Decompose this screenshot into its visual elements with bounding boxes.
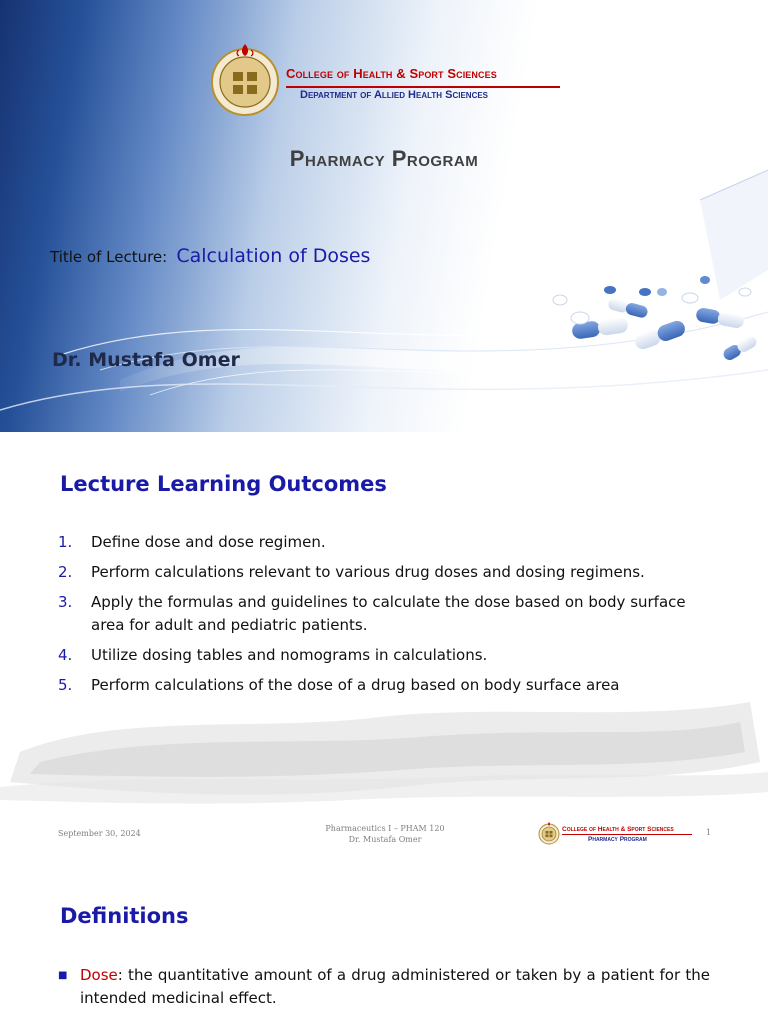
department-name: Department of Allied Health Sciences: [300, 89, 489, 101]
definitions-heading: Definitions: [60, 904, 189, 928]
lecture-title-label: Title of Lecture:: [50, 248, 168, 266]
list-item: [58, 964, 710, 1010]
list-item: [58, 591, 718, 637]
footer-date: September 30, 2024: [58, 829, 141, 838]
definition-body: : the quantitative amount of a drug administered or taken by a patient for the intended medicinal effect.: [80, 966, 710, 1007]
list-item: [58, 561, 718, 584]
definitions-slide: [0, 864, 768, 1024]
definition-text: [80, 964, 710, 1010]
footer-college-name: College of Health & Sport Sciences: [562, 826, 674, 833]
program-title: Pharmacy Program: [289, 146, 479, 171]
brush-stroke-background: [0, 692, 768, 812]
definition-term: Dose: [80, 966, 118, 984]
list-item-number: 4.: [58, 646, 73, 664]
title-slide: [0, 0, 768, 432]
list-item-number: 1.: [58, 533, 73, 551]
university-seal-icon: [537, 821, 561, 845]
list-item-number: 3.: [58, 593, 73, 611]
list-item-number: 5.: [58, 676, 73, 694]
university-seal-icon: [206, 40, 284, 118]
outcomes-heading: Lecture Learning Outcomes: [60, 472, 387, 496]
footer-author: Dr. Mustafa Omer: [348, 835, 422, 844]
outcomes-list: [58, 531, 718, 704]
list-item-text: Apply the formulas and guidelines to calculate the dose based on body surface area for adult and pediatric patients.: [91, 593, 686, 634]
learning-outcomes-slide: [0, 432, 768, 864]
list-item-text: Perform calculations of the dose of a drug based on body surface area: [91, 676, 620, 694]
lecture-title: Calculation of Doses: [176, 245, 371, 267]
list-item: [58, 644, 718, 667]
square-bullet-icon: ■: [58, 970, 68, 981]
list-item-text: Perform calculations relevant to various drug doses and dosing regimens.: [91, 563, 645, 581]
footer-divider: [562, 834, 692, 835]
footer-course: Pharmaceutics I – PHAM 120: [325, 824, 445, 833]
list-item-number: 2.: [58, 563, 73, 581]
college-divider: [286, 86, 560, 88]
college-name: College of Health & Sport Sciences: [286, 66, 497, 81]
list-item-text: Define dose and dose regimen.: [91, 533, 326, 551]
list-item: [58, 674, 718, 697]
footer-program-name: Pharmacy Program: [588, 836, 647, 843]
footer-course-info: [285, 823, 485, 845]
list-item: [58, 531, 718, 554]
lecturer-name: Dr. Mustafa Omer: [52, 349, 240, 371]
lecture-title-line: [50, 245, 370, 267]
page-number: 1: [706, 828, 712, 837]
list-item-text: Utilize dosing tables and nomograms in calculations.: [91, 646, 488, 664]
